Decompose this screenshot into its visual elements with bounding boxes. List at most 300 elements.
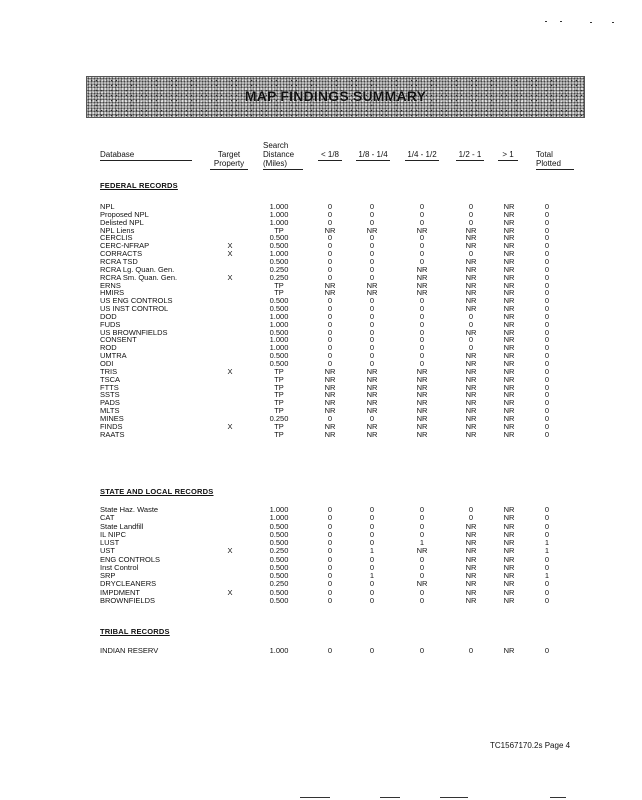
count-over-one: NR (503, 209, 515, 219)
search-distance: TP (274, 280, 284, 290)
total-plotted: 0 (544, 272, 550, 282)
count-eighth-quarter: NR (366, 382, 378, 392)
total-plotted: 0 (544, 217, 550, 227)
count-over-one: NR (503, 554, 515, 564)
total-plotted: 0 (544, 374, 550, 384)
total-plotted: 0 (544, 398, 550, 408)
header-range-3 (405, 150, 439, 161)
search-distance: 0.500 (269, 562, 289, 572)
count-half-one: 0 (468, 513, 474, 523)
record-name: FINDS (100, 421, 123, 431)
count-half-one: NR (465, 382, 477, 392)
count-half-one: NR (465, 233, 477, 243)
total-plotted: 0 (544, 343, 550, 353)
count-under-eighth: NR (324, 406, 336, 416)
count-half-one: NR (465, 390, 477, 400)
count-under-eighth: NR (324, 366, 336, 376)
count-eighth-quarter: 0 (369, 272, 375, 282)
count-under-eighth: 0 (327, 264, 333, 274)
count-quarter-half: 0 (419, 256, 425, 266)
total-plotted: 0 (544, 327, 550, 337)
record-name: US ENG CONTROLS (100, 296, 173, 306)
total-plotted: 0 (544, 406, 550, 416)
search-distance: 0.250 (269, 413, 289, 423)
count-under-eighth: 0 (327, 272, 333, 282)
scan-speck (612, 22, 614, 23)
count-eighth-quarter: 0 (369, 327, 375, 337)
count-under-eighth: 0 (327, 538, 333, 547)
count-half-one: NR (465, 562, 477, 572)
search-distance: 1.000 (269, 343, 289, 353)
record-name: TRIS (100, 366, 118, 376)
total-plotted: 1 (544, 538, 550, 547)
count-over-one: NR (503, 382, 515, 392)
search-distance: TP (274, 421, 284, 431)
count-under-eighth: 0 (327, 529, 333, 539)
header-database (100, 150, 192, 161)
count-over-one: NR (503, 505, 515, 514)
header-total-label: Total Plotted (536, 150, 561, 168)
search-distance: 0.500 (269, 296, 289, 306)
search-distance: 1.000 (269, 202, 289, 211)
count-under-eighth: NR (324, 225, 336, 235)
record-name: INDIAN RESERV (100, 646, 159, 655)
count-half-one: NR (465, 429, 477, 439)
count-eighth-quarter: NR (366, 390, 378, 400)
count-eighth-quarter: 0 (369, 202, 375, 211)
count-over-one: NR (503, 249, 515, 259)
count-over-one: NR (503, 264, 515, 274)
search-distance: TP (274, 382, 284, 392)
count-over-one: NR (503, 529, 515, 539)
count-half-one: NR (465, 579, 477, 589)
search-distance: 0.500 (269, 521, 289, 531)
count-over-one: NR (503, 225, 515, 235)
count-eighth-quarter: 0 (369, 529, 375, 539)
search-distance: TP (274, 406, 284, 416)
count-quarter-half: NR (416, 280, 428, 290)
count-half-one: NR (465, 413, 477, 423)
count-eighth-quarter: NR (366, 374, 378, 384)
total-plotted: 0 (544, 304, 550, 314)
total-plotted: 0 (544, 554, 550, 564)
total-plotted: 0 (544, 587, 550, 597)
count-eighth-quarter: 0 (369, 587, 375, 597)
total-plotted: 0 (544, 288, 550, 298)
search-distance: TP (274, 374, 284, 384)
total-plotted: 0 (544, 529, 550, 539)
total-plotted: 0 (544, 429, 550, 439)
search-distance: 1.000 (269, 311, 289, 321)
header-target-label: Target Property (213, 150, 245, 168)
total-plotted: 0 (544, 562, 550, 572)
count-under-eighth: NR (324, 382, 336, 392)
record-name: Delisted NPL (100, 217, 144, 227)
total-plotted: 0 (544, 521, 550, 531)
count-eighth-quarter: 1 (369, 546, 375, 556)
search-distance: TP (274, 225, 284, 235)
search-distance: 0.500 (269, 304, 289, 314)
scan-speck (590, 22, 592, 23)
total-plotted: 0 (544, 646, 550, 655)
count-half-one: NR (465, 554, 477, 564)
count-quarter-half: NR (416, 406, 428, 416)
search-distance: 0.500 (269, 233, 289, 243)
count-eighth-quarter: NR (366, 406, 378, 416)
count-over-one: NR (503, 413, 515, 423)
total-plotted: 0 (544, 233, 550, 243)
scan-speck (300, 797, 330, 798)
search-distance: 0.250 (269, 272, 289, 282)
count-eighth-quarter: 0 (369, 249, 375, 259)
count-eighth-quarter: 0 (369, 554, 375, 564)
count-under-eighth: 0 (327, 249, 333, 259)
total-plotted: 0 (544, 413, 550, 423)
count-quarter-half: 0 (419, 335, 425, 345)
record-name: NPL Liens (100, 225, 135, 235)
count-over-one: NR (503, 288, 515, 298)
count-over-one: NR (503, 202, 515, 211)
count-over-one: NR (503, 351, 515, 361)
count-under-eighth: 0 (327, 241, 333, 251)
count-over-one: NR (503, 521, 515, 531)
count-quarter-half: 0 (419, 562, 425, 572)
search-distance: TP (274, 288, 284, 298)
count-eighth-quarter: NR (366, 429, 378, 439)
header-range-1-label: < 1/8 (320, 150, 339, 159)
count-over-one: NR (503, 595, 515, 605)
record-name: US BROWNFIELDS (100, 327, 168, 337)
record-name: State Landfill (100, 521, 144, 531)
count-quarter-half: 0 (419, 595, 425, 605)
count-half-one: NR (465, 327, 477, 337)
search-distance: 0.500 (269, 554, 289, 564)
count-quarter-half: 0 (419, 571, 425, 580)
count-quarter-half: NR (416, 366, 428, 376)
target-property-mark: X (227, 546, 233, 556)
count-half-one: NR (465, 398, 477, 408)
count-quarter-half: 0 (419, 319, 425, 329)
count-under-eighth: 0 (327, 571, 333, 580)
count-eighth-quarter: 0 (369, 413, 375, 423)
count-quarter-half: 0 (419, 351, 425, 361)
count-over-one: NR (503, 296, 515, 306)
count-over-one: NR (503, 343, 515, 353)
record-name: SRP (100, 571, 116, 580)
record-name: LUST (100, 538, 120, 547)
count-quarter-half: 0 (419, 249, 425, 259)
count-eighth-quarter: 0 (369, 209, 375, 219)
count-half-one: 0 (468, 249, 474, 259)
count-half-one: NR (465, 538, 477, 547)
count-half-one: 0 (468, 319, 474, 329)
count-eighth-quarter: 0 (369, 241, 375, 251)
header-search-label: Search Distance (Miles) (263, 141, 295, 168)
target-property-mark: X (227, 587, 233, 597)
count-half-one: NR (465, 296, 477, 306)
section-title-tribal: TRIBAL RECORDS (100, 627, 170, 636)
count-under-eighth: NR (324, 390, 336, 400)
count-quarter-half: 0 (419, 209, 425, 219)
search-distance: 0.500 (269, 538, 289, 547)
record-name: SSTS (100, 390, 120, 400)
count-over-one: NR (503, 562, 515, 572)
count-half-one: NR (465, 288, 477, 298)
count-under-eighth: 0 (327, 343, 333, 353)
search-distance: TP (274, 390, 284, 400)
count-under-eighth: 0 (327, 233, 333, 243)
count-over-one: NR (503, 241, 515, 251)
search-distance: 0.250 (269, 264, 289, 274)
count-quarter-half: 0 (419, 521, 425, 531)
record-name: RCRA TSD (100, 256, 138, 266)
count-half-one: NR (465, 241, 477, 251)
table-row (0, 597, 642, 605)
record-name: HMIRS (100, 288, 125, 298)
scan-speck (560, 21, 562, 22)
search-distance: 0.250 (269, 579, 289, 589)
total-plotted: 1 (544, 546, 550, 556)
header-search-distance (263, 132, 303, 170)
count-half-one: NR (465, 359, 477, 368)
count-eighth-quarter: 0 (369, 351, 375, 361)
count-over-one: NR (503, 335, 515, 345)
count-over-one: NR (503, 256, 515, 266)
count-quarter-half: 0 (419, 304, 425, 314)
count-under-eighth: NR (324, 398, 336, 408)
count-half-one: NR (465, 406, 477, 416)
count-over-one: NR (503, 398, 515, 408)
record-name: IMPDMENT (100, 587, 140, 597)
search-distance: 1.000 (269, 335, 289, 345)
count-half-one: NR (465, 256, 477, 266)
record-name: BROWNFIELDS (100, 595, 156, 605)
count-quarter-half: 0 (419, 217, 425, 227)
count-quarter-half: NR (416, 413, 428, 423)
section-title-state-local: STATE AND LOCAL RECORDS (100, 487, 214, 496)
record-name: RCRA Sm. Quan. Gen. (100, 272, 178, 282)
count-eighth-quarter: 0 (369, 595, 375, 605)
record-name: CORRACTS (100, 249, 143, 259)
header-range-5-label: > 1 (502, 150, 514, 159)
count-over-one: NR (503, 319, 515, 329)
record-name: RCRA Lg. Quan. Gen. (100, 264, 175, 274)
count-under-eighth: 0 (327, 546, 333, 556)
target-property-mark: X (227, 421, 233, 431)
count-half-one: NR (465, 421, 477, 431)
count-over-one: NR (503, 359, 515, 368)
count-under-eighth: 0 (327, 595, 333, 605)
count-quarter-half: NR (416, 429, 428, 439)
search-distance: 1.000 (269, 513, 289, 523)
count-over-one: NR (503, 233, 515, 243)
count-eighth-quarter: 0 (369, 264, 375, 274)
count-under-eighth: 0 (327, 646, 333, 655)
header-range-2-label: 1/8 - 1/4 (358, 150, 388, 159)
record-name: MLTS (100, 406, 120, 416)
header-range-5 (498, 150, 518, 161)
total-plotted: 0 (544, 225, 550, 235)
count-half-one: NR (465, 571, 477, 580)
total-plotted: 0 (544, 249, 550, 259)
count-quarter-half: NR (416, 374, 428, 384)
total-plotted: 0 (544, 579, 550, 589)
count-eighth-quarter: 1 (369, 571, 375, 580)
count-half-one: NR (465, 304, 477, 314)
total-plotted: 0 (544, 264, 550, 274)
count-over-one: NR (503, 587, 515, 597)
count-over-one: NR (503, 366, 515, 376)
count-half-one: NR (465, 521, 477, 531)
count-quarter-half: 0 (419, 202, 425, 211)
count-under-eighth: NR (324, 374, 336, 384)
header-range-3-label: 1/4 - 1/2 (407, 150, 437, 159)
count-under-eighth: 0 (327, 304, 333, 314)
count-quarter-half: 0 (419, 327, 425, 337)
count-under-eighth: 0 (327, 359, 333, 368)
count-quarter-half: NR (416, 398, 428, 408)
count-under-eighth: NR (324, 280, 336, 290)
count-quarter-half: 0 (419, 241, 425, 251)
record-name: Inst Control (100, 562, 139, 572)
count-over-one: NR (503, 538, 515, 547)
count-eighth-quarter: 0 (369, 311, 375, 321)
count-under-eighth: 0 (327, 562, 333, 572)
count-eighth-quarter: 0 (369, 513, 375, 523)
count-under-eighth: 0 (327, 256, 333, 266)
search-distance: 0.500 (269, 571, 289, 580)
search-distance: 0.500 (269, 256, 289, 266)
record-name: CERCLIS (100, 233, 133, 243)
record-name: UMTRA (100, 351, 127, 361)
count-under-eighth: 0 (327, 311, 333, 321)
count-half-one: 0 (468, 209, 474, 219)
table-row (0, 431, 642, 439)
page-title: MAP FINDINGS SUMMARY (244, 88, 427, 104)
count-quarter-half: 0 (419, 311, 425, 321)
count-over-one: NR (503, 646, 515, 655)
total-plotted: 0 (544, 366, 550, 376)
record-name: ODI (100, 359, 114, 368)
target-property-mark: X (227, 241, 233, 251)
count-quarter-half: 0 (419, 587, 425, 597)
count-eighth-quarter: 0 (369, 343, 375, 353)
record-name: ENG CONTROLS (100, 554, 161, 564)
count-quarter-half: NR (416, 382, 428, 392)
count-over-one: NR (503, 304, 515, 314)
target-property-mark: X (227, 272, 233, 282)
count-under-eighth: 0 (327, 209, 333, 219)
count-half-one: 0 (468, 646, 474, 655)
count-eighth-quarter: 0 (369, 296, 375, 306)
record-name: RAATS (100, 429, 125, 439)
count-under-eighth: 0 (327, 217, 333, 227)
count-eighth-quarter: 0 (369, 562, 375, 572)
count-eighth-quarter: NR (366, 398, 378, 408)
record-name: CAT (100, 513, 115, 523)
count-eighth-quarter: 0 (369, 505, 375, 514)
record-name: ERNS (100, 280, 121, 290)
search-distance: 0.500 (269, 595, 289, 605)
count-under-eighth: 0 (327, 319, 333, 329)
search-distance: 1.000 (269, 217, 289, 227)
search-distance: 1.000 (269, 646, 289, 655)
count-quarter-half: 0 (419, 343, 425, 353)
count-eighth-quarter: 0 (369, 359, 375, 368)
count-under-eighth: 0 (327, 579, 333, 589)
search-distance: TP (274, 398, 284, 408)
search-distance: 1.000 (269, 209, 289, 219)
count-eighth-quarter: 0 (369, 579, 375, 589)
record-name: ROD (100, 343, 117, 353)
record-name: PADS (100, 398, 120, 408)
header-range-2 (356, 150, 390, 161)
count-over-one: NR (503, 217, 515, 227)
search-distance: 0.500 (269, 359, 289, 368)
count-eighth-quarter: 0 (369, 256, 375, 266)
count-eighth-quarter: NR (366, 288, 378, 298)
total-plotted: 0 (544, 513, 550, 523)
count-over-one: NR (503, 546, 515, 556)
count-eighth-quarter: 0 (369, 538, 375, 547)
header-range-1 (318, 150, 342, 161)
section-title-federal: FEDERAL RECORDS (100, 181, 178, 190)
count-over-one: NR (503, 513, 515, 523)
record-name: FUDS (100, 319, 121, 329)
count-half-one: NR (465, 225, 477, 235)
count-over-one: NR (503, 311, 515, 321)
total-plotted: 0 (544, 241, 550, 251)
title-banner (86, 76, 585, 118)
header-total-plotted (536, 141, 574, 170)
search-distance: 0.500 (269, 529, 289, 539)
count-quarter-half: 0 (419, 646, 425, 655)
total-plotted: 0 (544, 595, 550, 605)
total-plotted: 0 (544, 359, 550, 368)
count-under-eighth: 0 (327, 587, 333, 597)
count-over-one: NR (503, 429, 515, 439)
count-quarter-half: NR (416, 579, 428, 589)
record-name: Proposed NPL (100, 209, 149, 219)
count-quarter-half: 0 (419, 529, 425, 539)
record-name: MINES (100, 413, 124, 423)
count-eighth-quarter: 0 (369, 335, 375, 345)
count-eighth-quarter: 0 (369, 521, 375, 531)
count-quarter-half: NR (416, 390, 428, 400)
record-name: IL NIPC (100, 529, 126, 539)
count-half-one: 0 (468, 217, 474, 227)
total-plotted: 0 (544, 335, 550, 345)
count-quarter-half: NR (416, 288, 428, 298)
total-plotted: 0 (544, 319, 550, 329)
record-name: DOD (100, 311, 117, 321)
count-half-one: 0 (468, 311, 474, 321)
count-under-eighth: 0 (327, 521, 333, 531)
count-half-one: NR (465, 280, 477, 290)
count-half-one: NR (465, 529, 477, 539)
count-under-eighth: NR (324, 421, 336, 431)
target-property-mark: X (227, 366, 233, 376)
count-quarter-half: NR (416, 546, 428, 556)
count-eighth-quarter: 0 (369, 319, 375, 329)
record-name: State Haz. Waste (100, 505, 159, 514)
count-under-eighth: 0 (327, 327, 333, 337)
count-under-eighth: 0 (327, 351, 333, 361)
total-plotted: 1 (544, 571, 550, 580)
page-footer: TC1567170.2s Page 4 (490, 741, 571, 750)
count-over-one: NR (503, 327, 515, 337)
total-plotted: 0 (544, 256, 550, 266)
